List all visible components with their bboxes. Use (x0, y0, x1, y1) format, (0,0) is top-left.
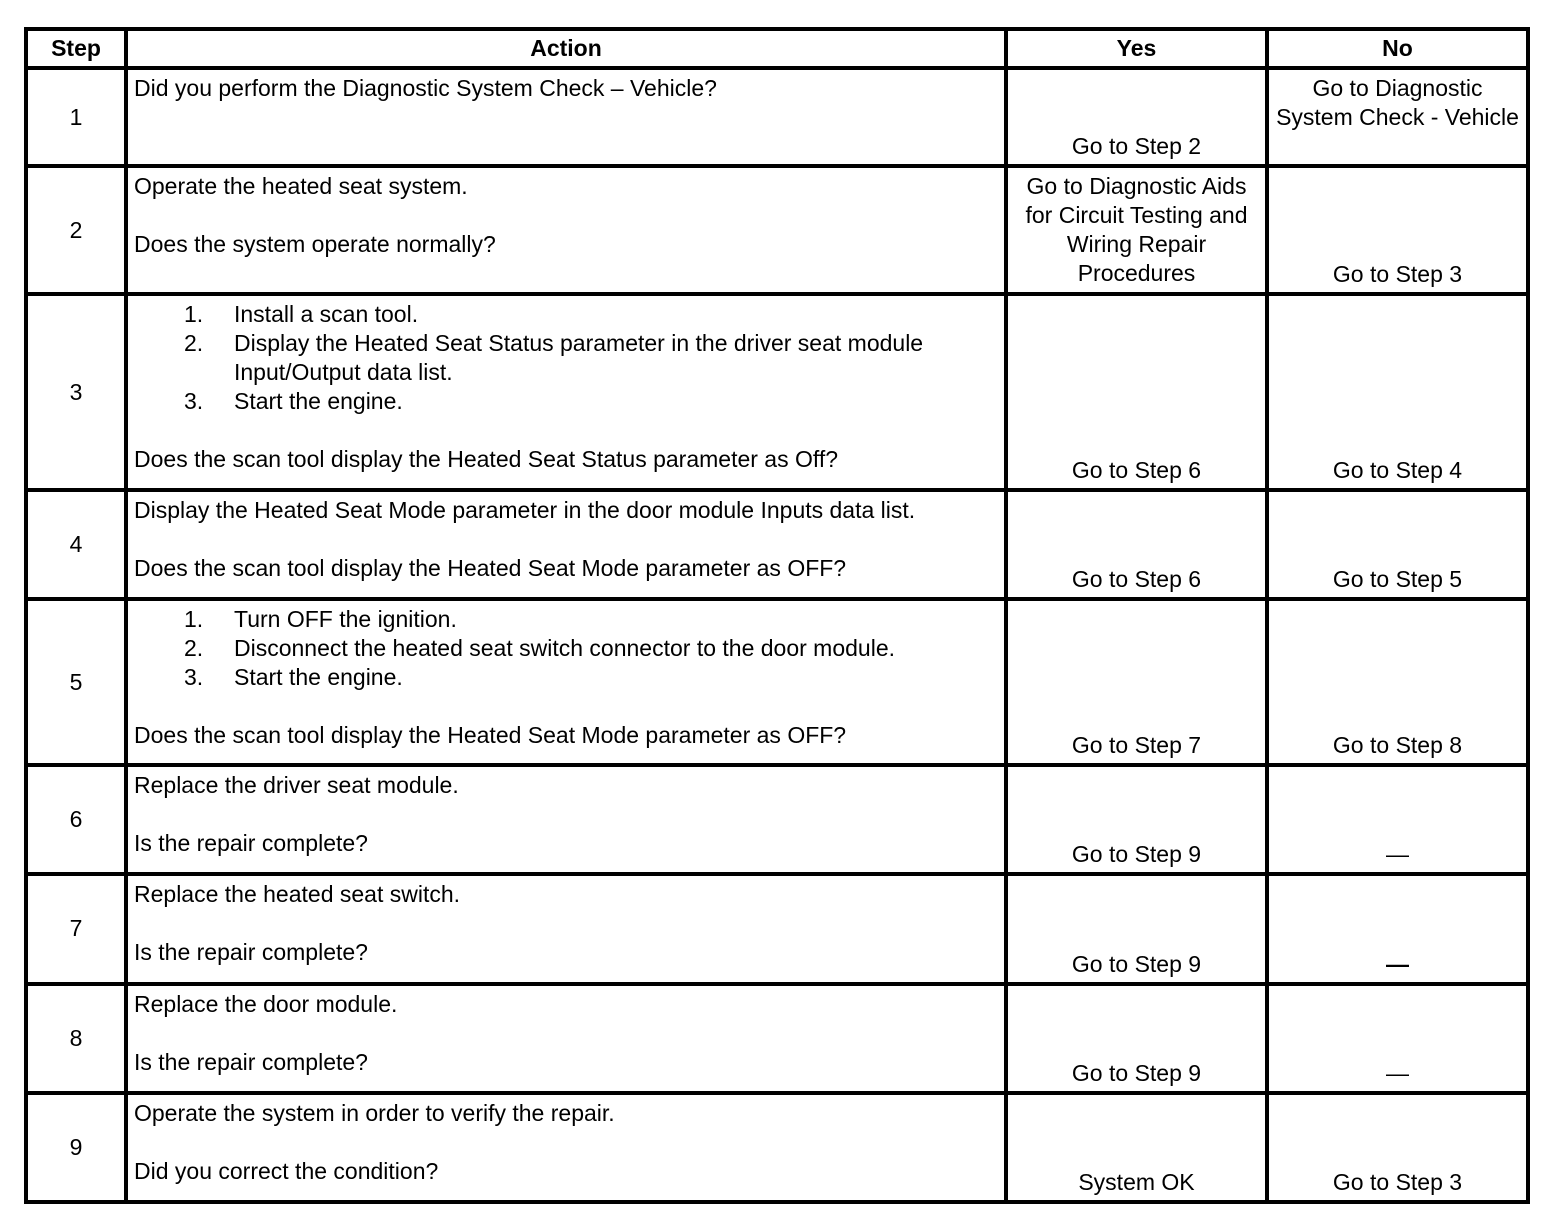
table-row (26, 1093, 1528, 1202)
list-item (184, 300, 998, 329)
action-question: Does the scan tool display the Heated Seat Mode parameter as OFF? (134, 721, 847, 748)
list-item-text: Display the Heated Seat Status parameter in the driver seat module Input/Output data list. (234, 330, 924, 386)
action-intro: Did you perform the Diagnostic System Check – Vehicle? (134, 75, 717, 101)
list-item-number: 3. (184, 663, 204, 690)
table-row (26, 68, 1528, 166)
yes-result: Go to Step 6 (1006, 294, 1267, 489)
action-question: Is the repair complete? (134, 1048, 368, 1075)
no-result: Go to Diagnostic System Check - Vehicle (1267, 68, 1528, 166)
step-number: 6 (26, 765, 126, 874)
step-number: 4 (26, 490, 126, 599)
list-item (184, 605, 998, 634)
table-header-row (26, 29, 1528, 68)
action-cell (126, 765, 1006, 874)
yes-result: Go to Step 7 (1006, 599, 1267, 765)
action-steps-list (134, 605, 998, 692)
action-cell (126, 166, 1006, 294)
yes-result: Go to Step 9 (1006, 984, 1267, 1093)
step-number: 3 (26, 294, 126, 489)
action-question: Does the system operate normally? (134, 231, 496, 258)
action-intro: Replace the driver seat module. (134, 772, 459, 799)
action-cell (126, 294, 1006, 489)
no-result: Go to Step 5 (1267, 490, 1528, 599)
diagnostic-table (24, 27, 1530, 1204)
yes-result: Go to Diagnostic Aids for Circuit Testing and Wiring Repair Procedures (1006, 166, 1267, 294)
no-result: — (1267, 984, 1528, 1093)
yes-result: Go to Step 6 (1006, 490, 1267, 599)
list-item-number: 1. (184, 301, 204, 328)
no-result: — (1267, 874, 1528, 983)
list-item (184, 663, 998, 692)
table-row (26, 490, 1528, 599)
action-question: Is the repair complete? (134, 939, 368, 966)
action-intro: Display the Heated Seat Mode parameter in the door module Inputs data list. (134, 496, 916, 523)
step-number: 5 (26, 599, 126, 765)
list-item (184, 634, 998, 663)
yes-result: System OK (1006, 1093, 1267, 1202)
list-item-text: Disconnect the heated seat switch connector to the door module. (234, 634, 896, 661)
header-action: Action (126, 29, 1006, 68)
list-item (184, 387, 998, 416)
list-item-text: Start the engine. (234, 388, 403, 415)
action-intro: Operate the system in order to verify the repair. (134, 1099, 615, 1126)
action-steps-list (134, 300, 998, 416)
header-no: No (1267, 29, 1528, 68)
list-item (184, 329, 998, 387)
step-number: 1 (26, 68, 126, 166)
list-item-text: Turn OFF the ignition. (234, 605, 457, 632)
action-question: Does the scan tool display the Heated Seat Status parameter as Off? (134, 446, 839, 473)
yes-result: Go to Step 9 (1006, 765, 1267, 874)
action-cell (126, 490, 1006, 599)
table-row (26, 599, 1528, 765)
list-item-number: 1. (184, 605, 204, 632)
action-question: Did you correct the condition? (134, 1157, 439, 1184)
no-result: Go to Step 3 (1267, 1093, 1528, 1202)
step-number: 8 (26, 984, 126, 1093)
table-row (26, 166, 1528, 294)
list-item-number: 2. (184, 330, 204, 357)
list-item-text: Install a scan tool. (234, 301, 419, 328)
header-step: Step (26, 29, 126, 68)
step-number: 7 (26, 874, 126, 983)
yes-result: Go to Step 9 (1006, 874, 1267, 983)
table-row (26, 765, 1528, 874)
action-cell (126, 599, 1006, 765)
action-cell (126, 1093, 1006, 1202)
list-item-number: 2. (184, 634, 204, 661)
action-cell (126, 874, 1006, 983)
no-result: Go to Step 8 (1267, 599, 1528, 765)
table-row (26, 984, 1528, 1093)
action-intro: Replace the heated seat switch. (134, 881, 461, 908)
table-row (26, 874, 1528, 983)
action-question: Does the scan tool display the Heated Seat Mode parameter as OFF? (134, 554, 847, 581)
action-question: Is the repair complete? (134, 830, 368, 857)
step-number: 9 (26, 1093, 126, 1202)
step-number: 2 (26, 166, 126, 294)
action-cell (126, 68, 1006, 166)
no-result: Go to Step 4 (1267, 294, 1528, 489)
yes-result: Go to Step 2 (1006, 68, 1267, 166)
action-intro: Operate the heated seat system. (134, 173, 468, 200)
no-result: — (1267, 765, 1528, 874)
no-result: Go to Step 3 (1267, 166, 1528, 294)
list-item-text: Start the engine. (234, 663, 403, 690)
action-cell (126, 984, 1006, 1093)
header-yes: Yes (1006, 29, 1267, 68)
table-row (26, 294, 1528, 489)
list-item-number: 3. (184, 388, 204, 415)
action-intro: Replace the door module. (134, 990, 398, 1017)
